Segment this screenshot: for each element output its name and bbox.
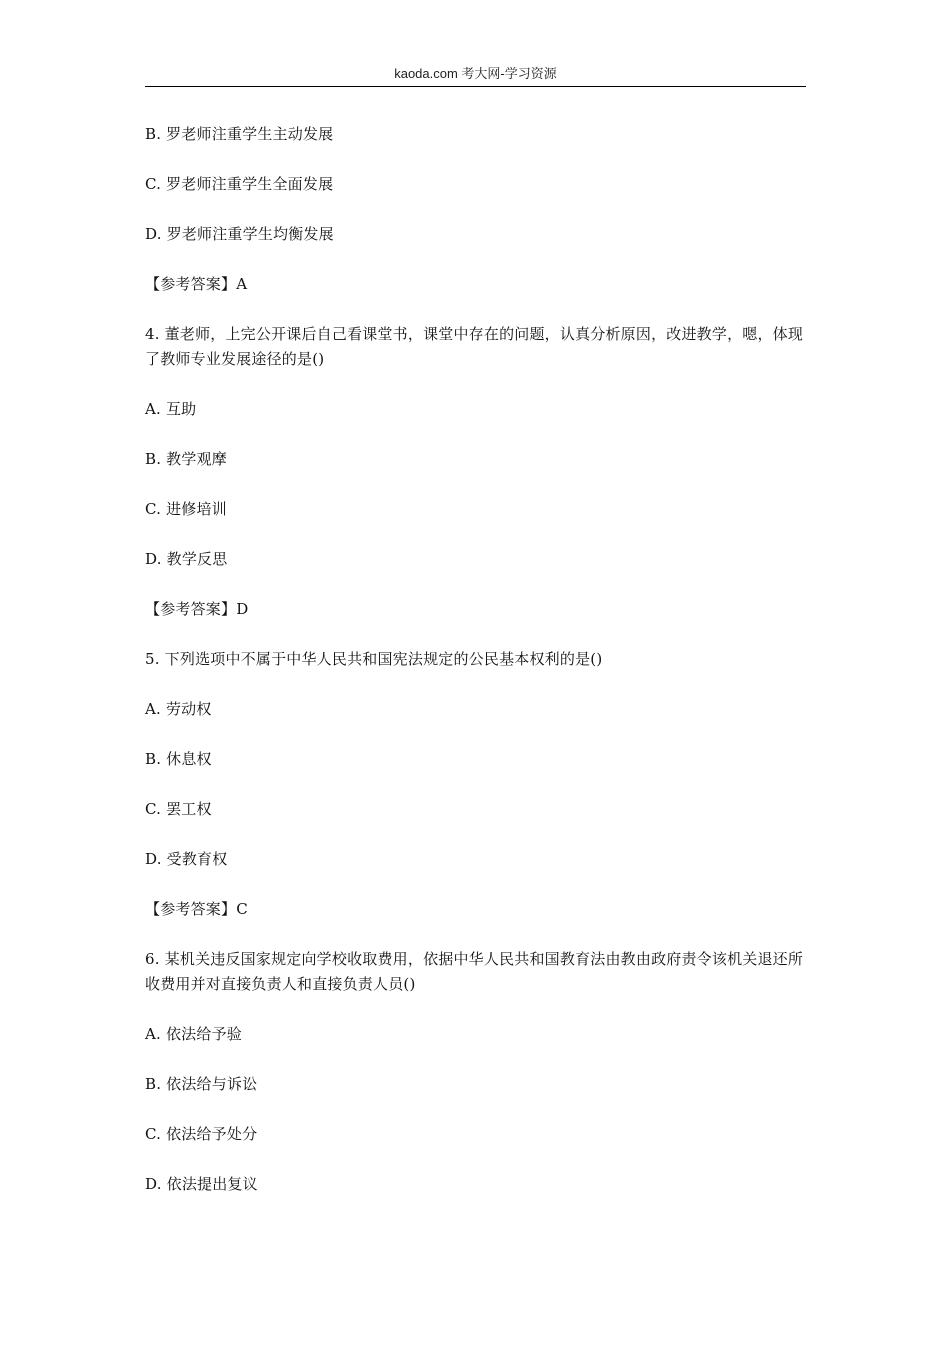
- option-b-q4: B. 教学观摩: [145, 450, 227, 468]
- option-c-q4: C. 进修培训: [145, 500, 227, 518]
- option-c-q3: C. 罗老师注重学生全面发展: [145, 175, 334, 193]
- option-a-q5: A. 劳动权: [145, 700, 212, 718]
- question-4: 4. 董老师，上完公开课后自己看课堂书，课堂中存在的问题，认真分析原因，改进教学，嗯，体现了教师专业发展途径的是(): [145, 325, 804, 368]
- option-b-q5: B. 休息权: [145, 750, 212, 768]
- option-b-q6: B. 依法给与诉讼: [145, 1075, 258, 1093]
- option-d-q5: D. 受教育权: [145, 850, 228, 868]
- answer-q5: 【参考答案】C: [145, 900, 248, 918]
- option-a-q6: A. 依法给予验: [145, 1025, 242, 1043]
- option-c-q6: C. 依法给予处分: [145, 1125, 258, 1143]
- question-6: 6. 某机关违反国家规定向学校收取费用，依据中华人民共和国教育法由教由政府责令该机关退还所收费用并对直接负责人和直接负责人员(): [145, 950, 804, 993]
- option-c-q5: C. 罢工权: [145, 800, 212, 818]
- option-d-q4: D. 教学反思: [145, 550, 228, 568]
- question-5: 5. 下列选项中不属于中华人民共和国宪法规定的公民基本权利的是(): [145, 650, 603, 668]
- page-header: kaoda.com 考大网-学习资源: [145, 64, 806, 87]
- option-a-q4: A. 互助: [145, 400, 197, 418]
- option-d-q6: D. 依法提出复议: [145, 1175, 258, 1193]
- answer-q3: 【参考答案】A: [145, 275, 248, 293]
- option-b-q3: B. 罗老师注重学生主动发展: [145, 125, 334, 143]
- option-d-q3: D. 罗老师注重学生均衡发展: [145, 225, 334, 243]
- page-content: [145, 122, 810, 1222]
- answer-q4: 【参考答案】D: [145, 600, 249, 618]
